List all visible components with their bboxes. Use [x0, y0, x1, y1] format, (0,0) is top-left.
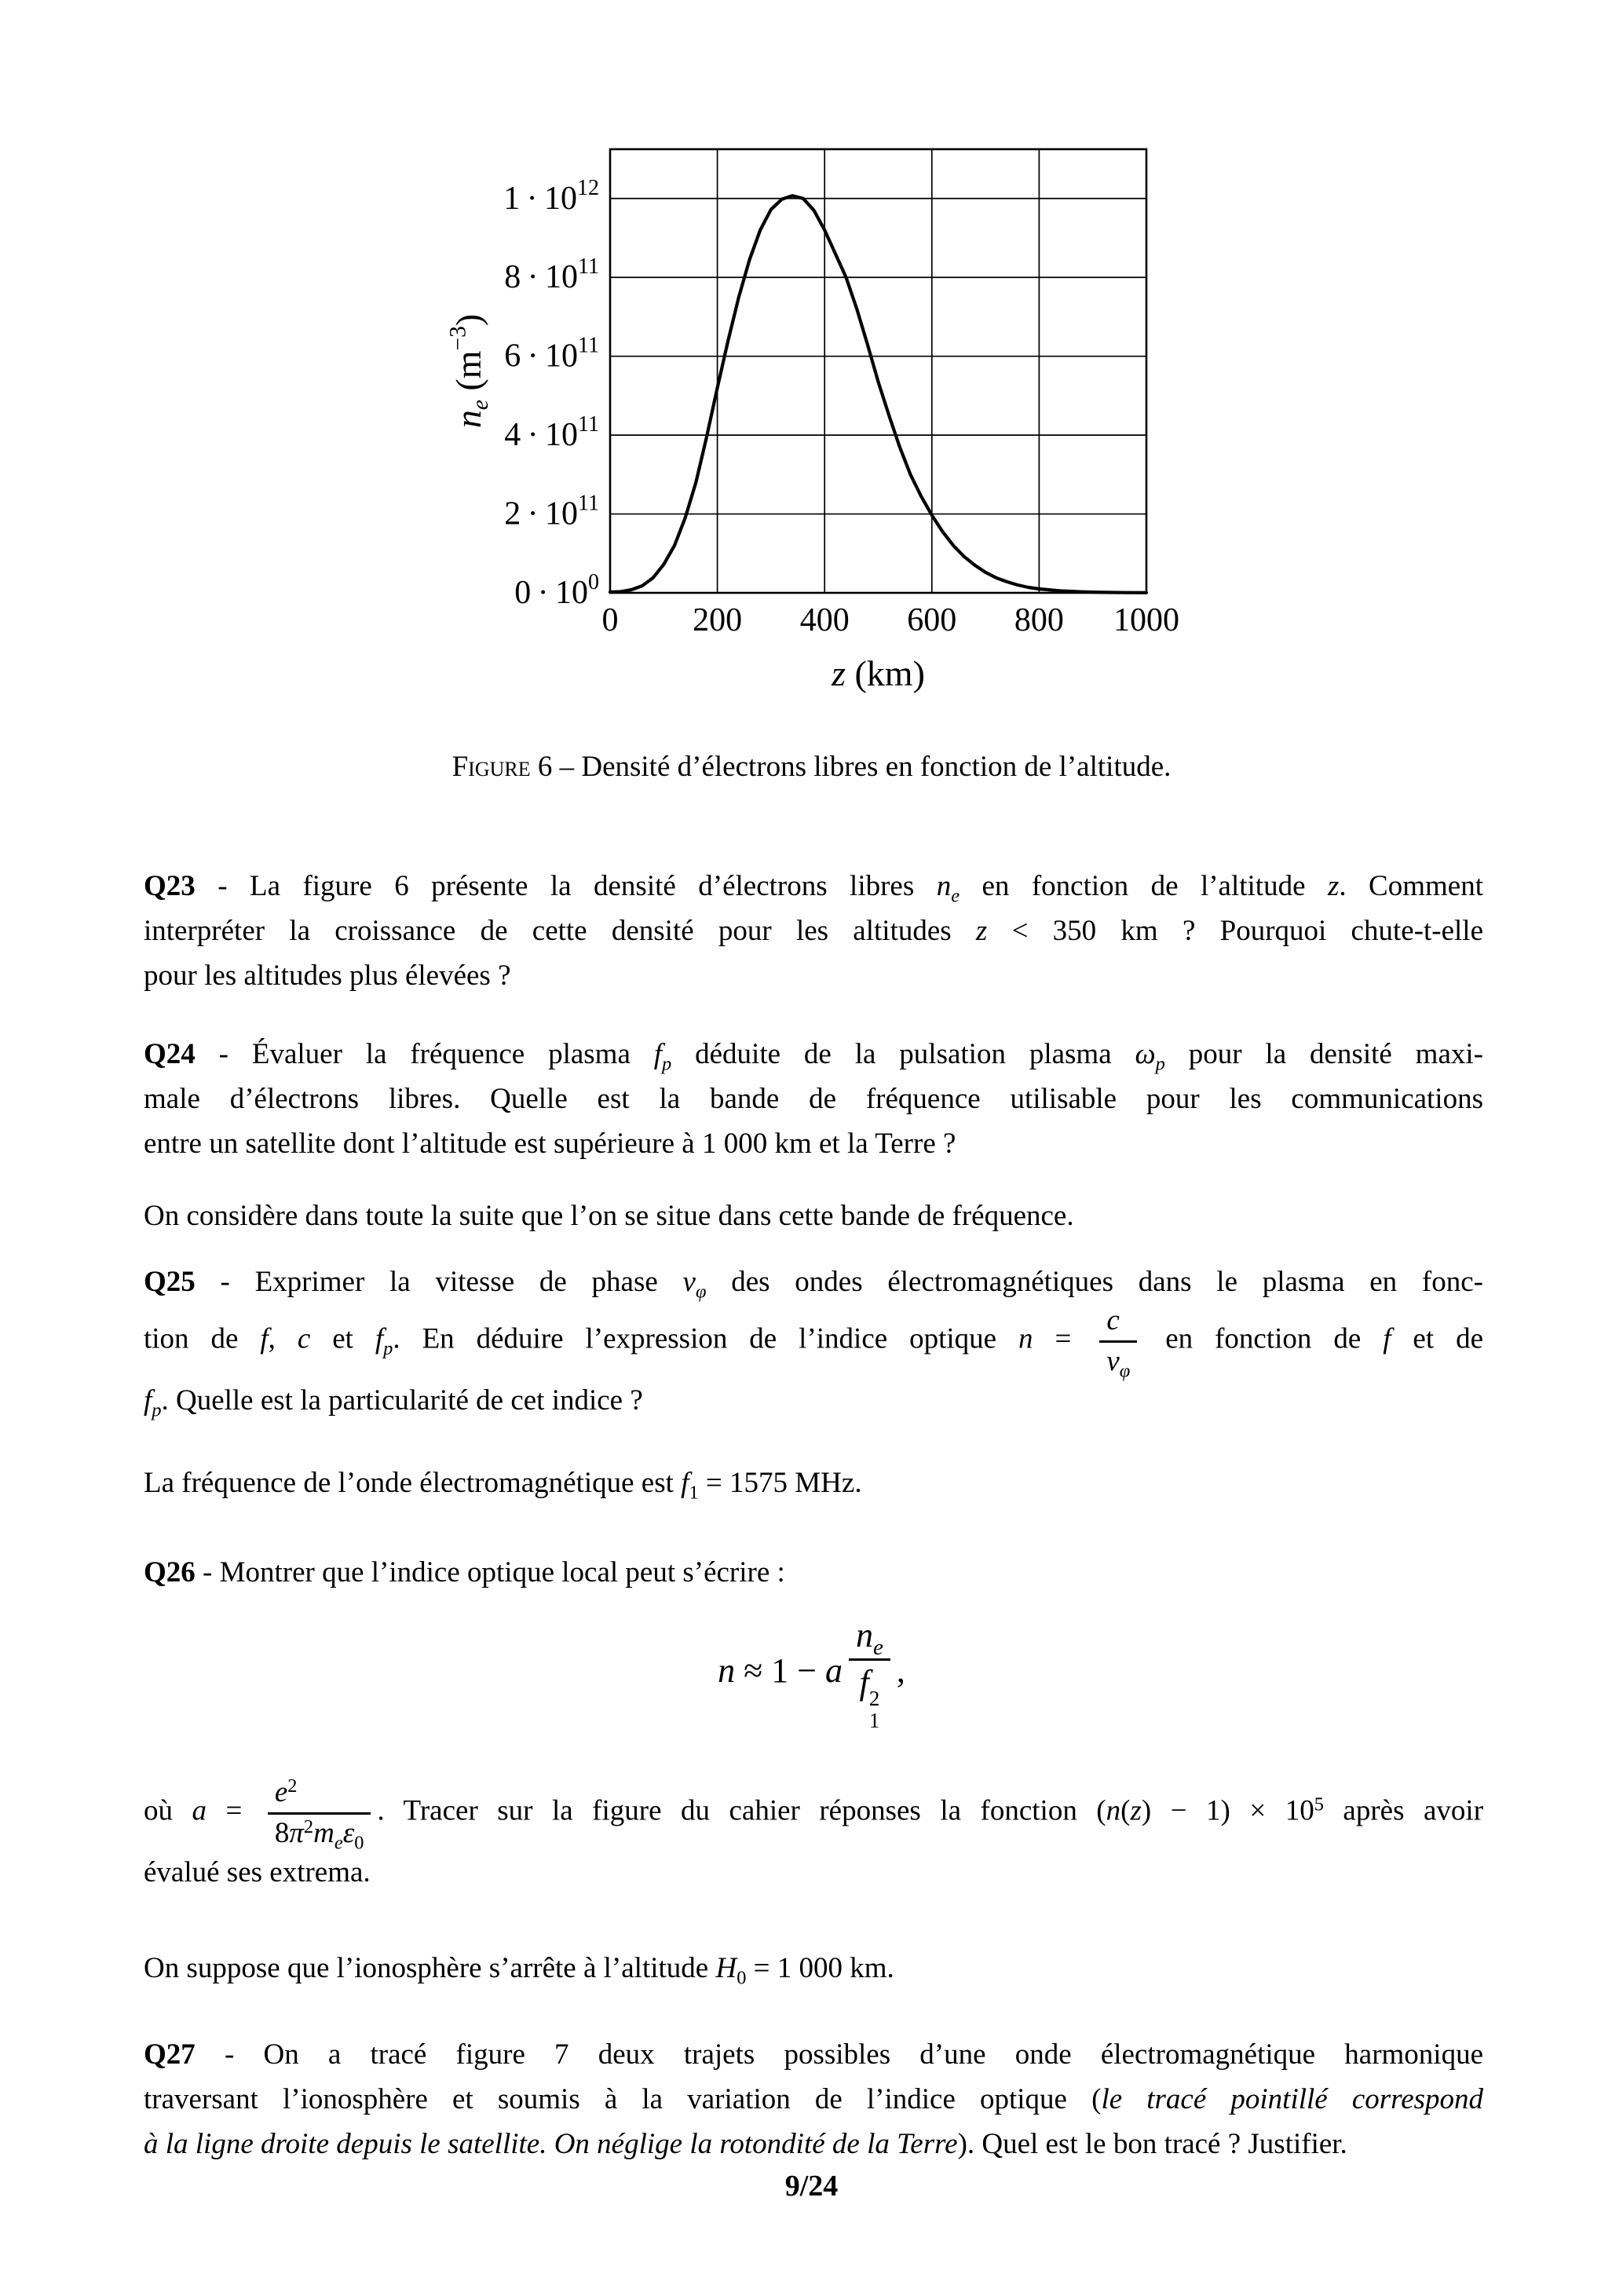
question-q25	[144, 1260, 1483, 1423]
y-tick-label: $4 \cdot 10^{11}$	[504, 412, 599, 454]
y-tick-label: $8 \cdot 10^{11}$	[504, 254, 599, 296]
plot-border	[610, 149, 1146, 593]
text-line: male d’électrons libres. Quelle est la bande de fréquence utilisable pour les communications	[144, 1083, 1483, 1115]
text-line: Q27 - On a tracé figure 7 deux trajets possibles d’une onde électromagnétique harmonique	[144, 2038, 1483, 2071]
equation-optical-index	[0, 1616, 1623, 1732]
text-line: Q24 - Évaluer la fréquence plasma $f_p$ déduite de la pulsation plasma $\omega_p$ pour la densité maxi-	[144, 1038, 1483, 1075]
x-tick-label: 0	[601, 602, 619, 638]
question-q23	[144, 864, 1483, 998]
figure-caption	[0, 744, 1623, 789]
text-line: pour les altitudes plus élevées ?	[144, 960, 511, 992]
x-tick-label: 400	[799, 602, 850, 638]
x-tick-label: 800	[1014, 602, 1064, 638]
x-axis-label: z (km)	[832, 653, 925, 693]
text-line: tion de f, c et $f_p$. En déduire l’expression de l’indice optique n = $\frac{c}{v_\varphi}$ en fonction de f et de	[144, 1304, 1483, 1382]
page-number: 9/24	[784, 2170, 839, 2203]
y-tick-label: $2 \cdot 10^{11}$	[504, 491, 599, 532]
text-line: traversant l’ionosphère et soumis à la variation de l’indice optique (le tracé pointillé correspond	[144, 2083, 1484, 2115]
text-line: Q23 - La figure 6 présente la densité d’électrons libres $n_e$ en fonction de l’altitude z. Comment	[144, 870, 1483, 907]
x-tick-label: 600	[907, 602, 957, 638]
question-q27	[144, 2032, 1483, 2166]
electron-density-chart	[424, 106, 1209, 703]
electron-density-curve	[610, 196, 1146, 593]
text-line: On considère dans toute la suite que l’on se situe dans cette bande de fréquence.	[144, 1200, 1074, 1232]
text-line: où a = $\frac{e^2}{8\pi^2m_e\varepsilon_0}$ . Tracer sur la figure du cahier réponses la fonction $(n(z) - 1) \times 10^5$ après avoir	[144, 1775, 1484, 1854]
text-line: à la ligne droite depuis le satellite. On néglige la rotondité de la Terre). Quel est le bon tracé ? Justifier.	[144, 2128, 1347, 2160]
text-line: $f_p$. Quelle est la particularité de cet indice ?	[144, 1384, 643, 1421]
note-coefficient-a	[144, 1776, 1483, 1895]
y-tick-label: $0 \cdot 10^0$	[514, 570, 599, 611]
text-line: évalué ses extrema.	[144, 1856, 371, 1889]
figure-6	[424, 106, 1209, 703]
text-line: interpréter la croissance de cette densité pour les altitudes z < 350 km ? Pourquoi chute-t-elle	[144, 915, 1484, 947]
text-line: La fréquence de l’onde électromagnétique est $f_1 = 1575$ MHz.	[144, 1467, 862, 1504]
text-line: Figure 6 – Densité d’électrons libres en fonction de l’altitude.	[451, 751, 1172, 783]
y-tick-label: $1 \cdot 10^{12}$	[503, 175, 599, 217]
x-tick-label: 200	[693, 602, 743, 638]
note-wave-frequency	[144, 1461, 1483, 1505]
text-line: entre un satellite dont l’altitude est supérieure à 1 000 km et la Terre ?	[144, 1128, 956, 1160]
text-line: On suppose que l’ionosphère s’arrête à l’altitude $H_0 = 1$ 000 km.	[144, 1952, 894, 1989]
note-ionosphere-altitude	[144, 1946, 1483, 1991]
text-line: Q25 - Exprimer la vitesse de phase $v_\varphi$ des ondes électromagnétiques dans le plasma en fonc-	[144, 1266, 1483, 1303]
question-q24	[144, 1032, 1483, 1166]
text-line: Q26 - Montrer que l’indice optique local peut s’écrire :	[144, 1556, 785, 1589]
y-tick-label: $6 \cdot 10^{11}$	[504, 333, 599, 375]
text-line: n ≈ 1 − a $n_e$ f 2 1 ,	[718, 1616, 905, 1733]
x-tick-label: 1000	[1113, 602, 1179, 638]
y-axis-label: $n_e$ $(m^{-3})$	[445, 313, 494, 429]
note-band-frequency	[144, 1194, 1483, 1238]
question-q26	[144, 1550, 1483, 1595]
